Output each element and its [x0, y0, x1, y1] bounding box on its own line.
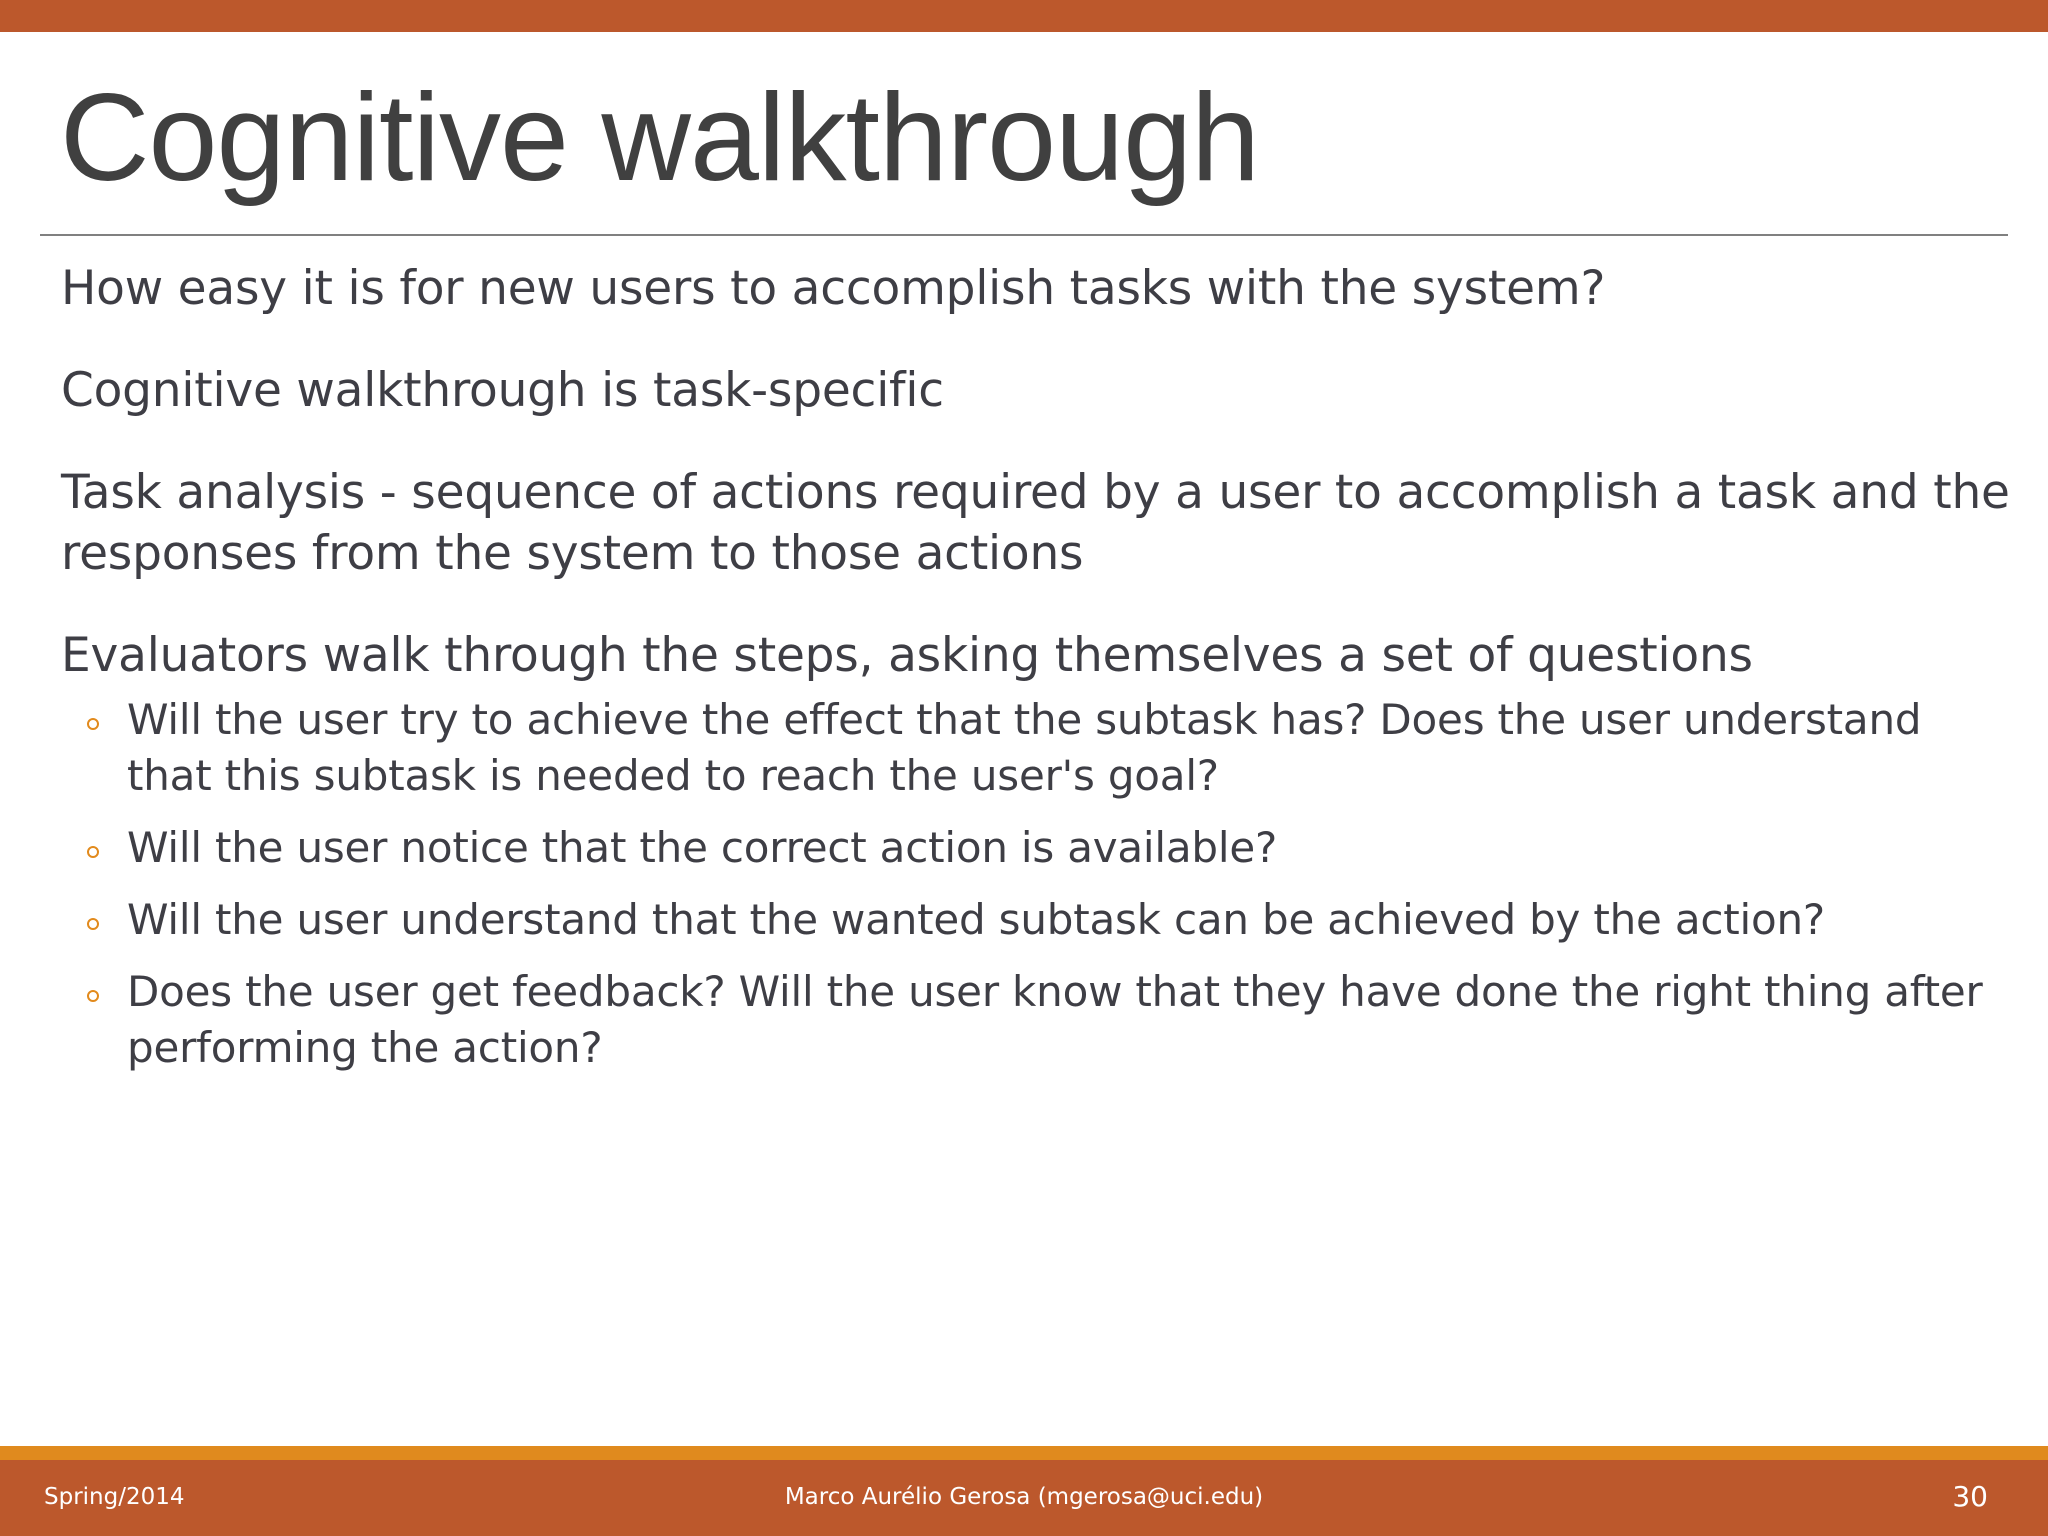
slide-body [61, 258, 2011, 1092]
list-item [61, 692, 2011, 804]
circle-bullet-icon [87, 918, 99, 930]
list-item [61, 820, 2011, 876]
paragraph-task-analysis: Task analysis - sequence of actions required by a user to accomplish a task and the responses from the system to those actions [61, 465, 2010, 581]
paragraph-question: How easy it is for new users to accomplish tasks with the system? [61, 261, 1606, 316]
circle-bullet-icon [87, 990, 99, 1002]
list-item-text: Will the user notice that the correct action is available? [127, 823, 1278, 872]
list-item-text: Does the user get feedback? Will the user know that they have done the right thing after performing the action? [127, 967, 1983, 1072]
paragraph-task-specific: Cognitive walkthrough is task-specific [61, 363, 944, 418]
footer-term: Spring/2014 [44, 1484, 185, 1510]
title-divider [40, 234, 2008, 236]
list-item [61, 964, 2011, 1076]
list-item [61, 892, 2011, 948]
page-number: 30 [1952, 1480, 1988, 1513]
circle-bullet-icon [87, 846, 99, 858]
footer-author: Marco Aurélio Gerosa (mgerosa@uci.edu) [784, 1484, 1264, 1510]
top-accent-bar [0, 0, 2048, 32]
circle-bullet-icon [87, 718, 99, 730]
questions-list [61, 692, 2011, 1076]
footer-accent-stripe [0, 1446, 2048, 1460]
slide-title: Cognitive walkthrough [60, 69, 1260, 207]
list-item-text: Will the user understand that the wanted subtask can be achieved by the action? [127, 895, 1826, 944]
footer [0, 1460, 2048, 1536]
list-item-text: Will the user try to achieve the effect that the subtask has? Does the user understand that this subtask is needed to reach the user's goal? [127, 695, 1922, 800]
paragraph-evaluators: Evaluators walk through the steps, asking themselves a set of questions [61, 628, 1753, 683]
